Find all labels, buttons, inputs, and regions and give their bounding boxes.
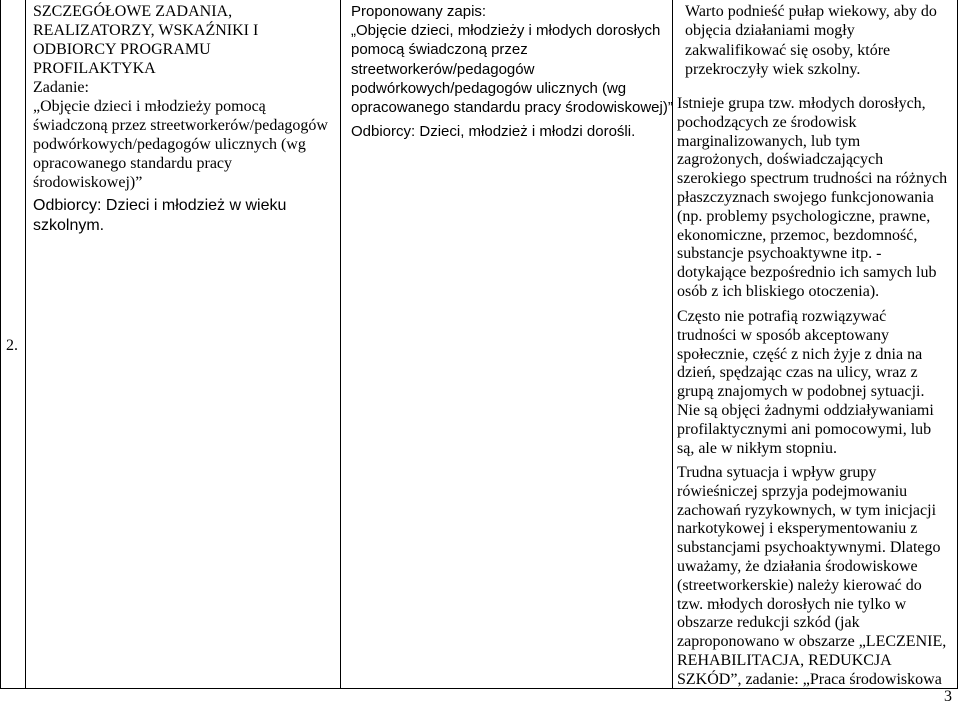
justification-text-line: osób z ich bliskiego otoczenia). (677, 282, 880, 300)
proposal-text-line: opracowanego standardu pracy środowiskowej)” (351, 99, 673, 117)
column-divider-task-proposal (340, 0, 341, 689)
justification-text-line: społecznie, część z nich żyje z dnia na (677, 345, 923, 363)
justification-text-line: Nie są objęci żadnymi oddziaływaniami (677, 401, 934, 419)
task-recipients (33, 196, 286, 236)
justification-paragraph (685, 2, 937, 79)
task-text-line: opracowanego standardu pracy (33, 155, 233, 172)
justification-text-line: grupą znajomych w podobnej sytuacji. (677, 383, 925, 401)
task-description (33, 2, 328, 192)
justification-text-line: dzień, spędzając czas na ulicy, wraz z (677, 364, 918, 382)
task-text-line: SZCZEGÓŁOWE ZADANIA, (33, 3, 233, 20)
task-text-line: Zadanie: (33, 79, 89, 96)
proposal-text-line: „Objęcie dzieci, młodzieży i młodych dorosłych (351, 22, 661, 40)
justification-text-line: Warto podnieść pułap wiekowy, aby do (685, 3, 937, 20)
recipients-text-line: Odbiorcy: Dzieci i młodzież w wieku (33, 197, 287, 214)
justification-text-line: ekonomiczne, przemoc, bezdomność, (677, 226, 918, 244)
recipients-text-line: Odbiorcy: Dzieci, młodzież i młodzi dorośli. (351, 123, 636, 140)
justification-text-line: uważamy, że działania środowiskowe (677, 557, 918, 575)
justification-text-line: Często nie potrafią rozwiązywać (677, 308, 887, 325)
page-number: 3 (944, 688, 952, 705)
row-number: 2. (6, 337, 18, 354)
justification-text-line: substancjami psychoaktywnymi. Dlatego (677, 539, 941, 557)
task-text-line: ODBIORCY PROGRAMU (33, 41, 211, 58)
justification-text-line: (np. problemy psychologiczne, prawne, (677, 207, 931, 225)
justification-text-line: szerokiego spectrum trudności na różnych (677, 170, 948, 188)
recipients-text-line: szkolnym. (33, 217, 105, 234)
justification-text-line: rówieśniczej sprzyja podejmowaniu (677, 482, 908, 500)
task-text-line: REALIZATORZY, WSKAŹNIKI I (33, 22, 259, 39)
justification-text-line: dotykające bezpośrednio ich samych lub (677, 264, 937, 282)
justification-text-line: SZKÓD”, zadanie: „Praca środowiskowa (677, 670, 942, 688)
column-divider-number-task (25, 0, 26, 689)
task-text-line: „Objęcie dzieci i młodzieży pomocą (33, 98, 266, 115)
task-text-line: świadczoną przez streetworkerów/pedagogów (33, 117, 328, 134)
justification-text-line: zachowań ryzykownych, w tym inicjacji (677, 501, 937, 519)
justification-text-line: obszarze redukcji szkód (jak (677, 614, 860, 632)
justification-text-line: są, ale w nikłym stopniu. (677, 439, 837, 457)
justification-text-line: profilaktycznymi ani pomocowymi, lub (677, 420, 932, 438)
task-text-line: podwórkowych/pedagogów ulicznych (wg (33, 136, 306, 153)
justification-text-line: marginalizowanych, lub tym (677, 132, 861, 150)
task-text-line: PROFILAKTYKA (33, 60, 156, 77)
justification-text-line: płaszczyznach swojego funkcjonowania (677, 188, 934, 206)
justification-text-line: objęcia działaniami mogły (685, 22, 855, 40)
justification-text-line: pochodzących ze środowisk (677, 113, 857, 131)
task-text-line: środowiskowej)” (33, 174, 143, 191)
proposal-text-line: podwórkowych/pedagogów ulicznych (wg (351, 79, 627, 97)
justification-text-line: narkotykowej i eksperymentowaniu z (677, 520, 918, 538)
proposal-text-line: streetworkerów/pedagogów (351, 60, 535, 78)
justification-text-line: zakwalifikować się osoby, które (685, 41, 891, 59)
justification-text-line: substancje psychoaktywne itp. - (677, 245, 882, 263)
proposal-text-line: pomocą świadczoną przez (351, 41, 528, 59)
justification-text-line: tzw. młodych dorosłych nie tylko w (677, 595, 907, 613)
justification-text-line: (streetworkerskie) należy kierować do (677, 576, 922, 594)
justification-text-line: Istnieje grupa tzw. młodych dorosłych, (677, 95, 926, 112)
justification-text-line: zagrożonych, doświadczających (677, 151, 884, 169)
justification-text-line: Trudna sytuacja i wpływ grupy (677, 464, 877, 481)
justification-text-line: przekroczyły wiek szkolny. (685, 60, 861, 78)
table-left-border (0, 0, 1, 689)
justification-text-line: trudności w sposób akceptowany (677, 326, 889, 344)
justification-text-line: REHABILITACJA, REDUKCJA (677, 651, 892, 669)
proposal-recipients (351, 122, 635, 141)
justification-paragraph (677, 308, 934, 458)
justification-text-line: zaproponowano w obszarze „LECZENIE, (677, 633, 947, 651)
justification-paragraph (677, 464, 946, 690)
justification-paragraph (677, 95, 947, 302)
table-right-border (957, 0, 958, 689)
proposal-text-line: Proponowany zapis: (351, 3, 487, 20)
proposed-wording (351, 2, 673, 117)
